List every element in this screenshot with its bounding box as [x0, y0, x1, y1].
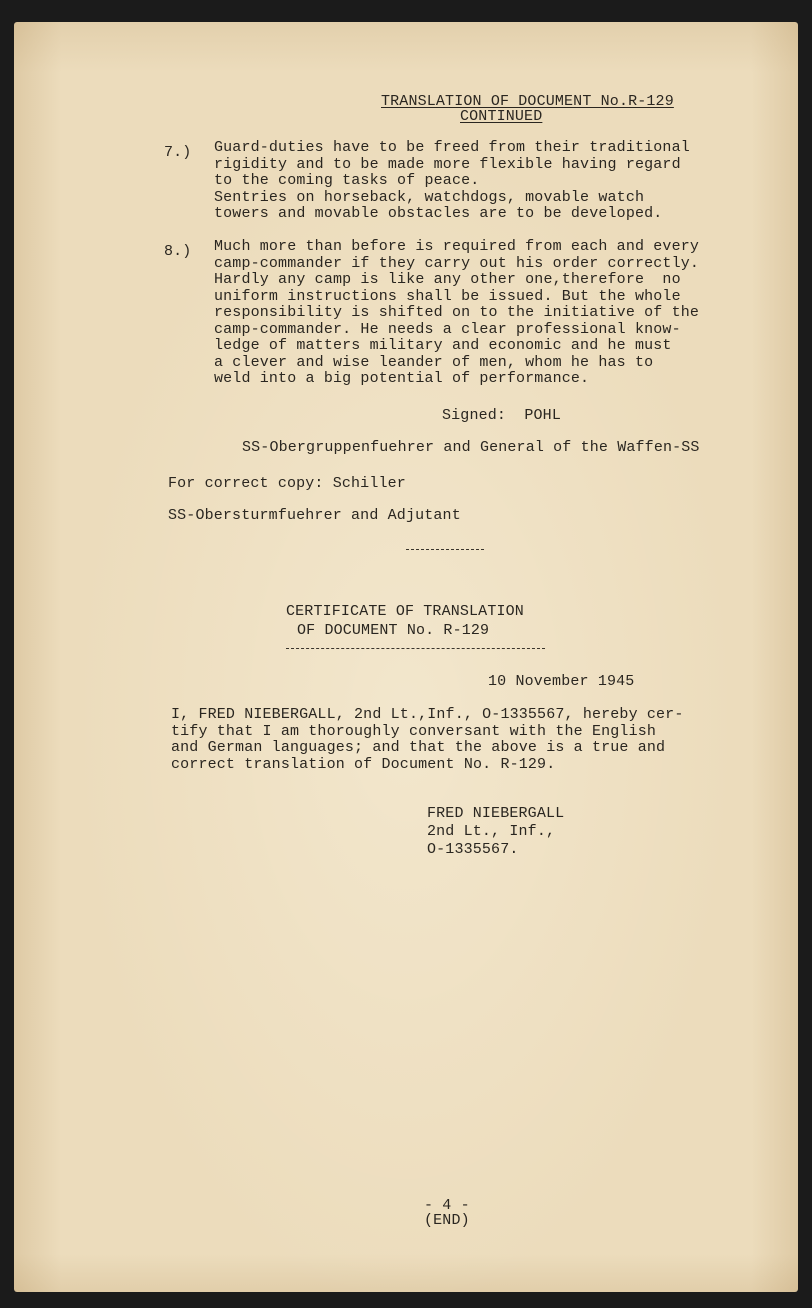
item-number-7: 7.): [164, 144, 192, 161]
item-number-8: 8.): [164, 243, 192, 260]
item-8-line-3: Hardly any camp is like any other one,therefore no: [214, 271, 681, 288]
item-8-line-6: camp-commander. He needs a clear professional know-: [214, 320, 681, 338]
item-7-line-1: Guard-duties have to be freed from their traditional: [214, 139, 690, 156]
document-page: [14, 22, 798, 1292]
item-7-line-2: rigidity and to be made more flexible having regard: [214, 155, 681, 173]
end-marker: (END): [424, 1212, 470, 1229]
certificate-body-line-4: correct translation of Document No. R-129.: [171, 755, 556, 773]
item-7-line-4: Sentries on horseback, watchdogs, movable watch: [214, 188, 645, 206]
translator-name: FRED NIEBERGALL: [427, 805, 565, 822]
adjutant-line: SS-Obersturmfuehrer and Adjutant: [168, 507, 461, 524]
item-8-line-1: Much more than before is required from each and every: [214, 238, 700, 255]
certificate-body-line-1: I, FRED NIEBERGALL, 2nd Lt.,Inf., O-1335567, hereby cer-: [171, 706, 684, 723]
signer-rank: SS-Obergruppenfuehrer and General of the Waffen-SS: [242, 439, 700, 456]
document-header-title: TRANSLATION OF DOCUMENT No.R-129: [381, 93, 674, 110]
item-7-line-3: to the coming tasks of peace.: [214, 172, 480, 189]
document-header-continued: CONTINUED: [460, 108, 543, 125]
item-8-line-9: weld into a big potential of performance.: [214, 370, 590, 387]
certificate-title: CERTIFICATE OF TRANSLATION: [286, 603, 524, 620]
page-number: - 4 -: [424, 1197, 470, 1214]
item-7-line-5: towers and movable obstacles are to be developed.: [214, 205, 663, 222]
item-8-line-8: a clever and wise leander of men, whom he has to: [214, 353, 654, 371]
item-8-line-7: ledge of matters military and economic and he must: [214, 337, 672, 354]
item-8-line-5: responsibility is shifted on to the initiative of the: [214, 304, 700, 321]
section-divider: [406, 549, 484, 550]
signed-line: Signed: POHL: [442, 407, 561, 424]
correct-copy-line: For correct copy: Schiller: [168, 475, 406, 492]
certificate-title-rule: [286, 648, 545, 649]
item-8-line-2: camp-commander if they carry out his order correctly.: [214, 254, 700, 272]
certificate-subtitle: OF DOCUMENT No. R-129: [297, 622, 490, 639]
item-8-line-4: uniform instructions shall be issued. But the whole: [214, 287, 681, 305]
certificate-body-line-3: and German languages; and that the above is a true and: [171, 739, 666, 756]
translator-rank: 2nd Lt., Inf.,: [427, 823, 556, 840]
certificate-date: 10 November 1945: [488, 673, 635, 690]
certificate-body-line-2: tify that I am thoroughly conversant with the English: [171, 722, 657, 740]
translator-serial: O-1335567.: [427, 841, 519, 858]
